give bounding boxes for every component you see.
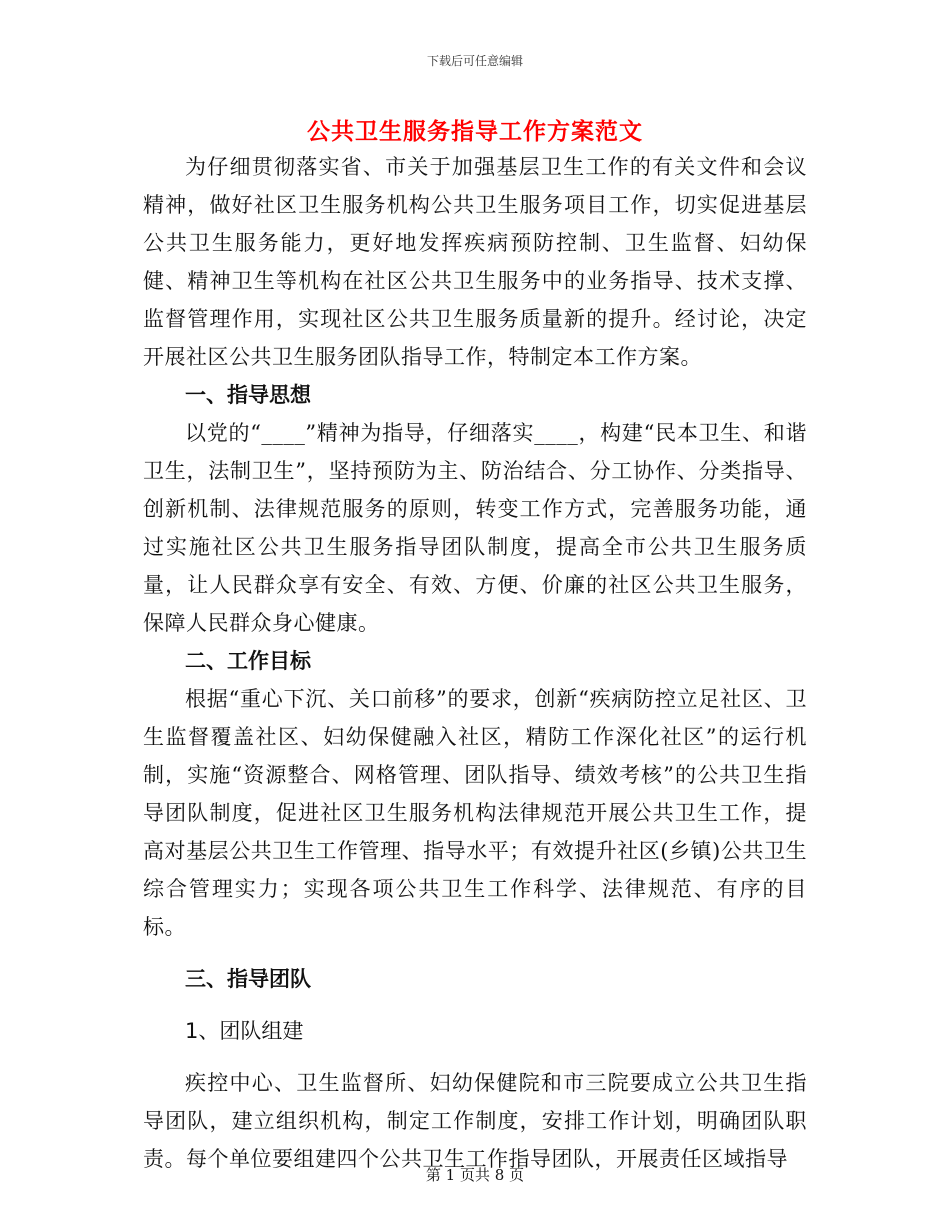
section-heading-guidance-team: 三、指导团队 [185, 967, 311, 991]
section-spacer [143, 1050, 807, 1064]
section-spacer [143, 998, 807, 1012]
section-spacer [143, 946, 807, 960]
section-paragraph-guiding-ideology: 以党的“____”精神为指导，仔细落实____，构建“民本卫生、和谐卫生，法制卫生”，坚持预防为主、防治结合、分工协作、分类指导、创新机制、法律规范服务的原则，转变工作方式，完善服务功能，通过实施社区公共卫生服务指导团队制度，提高全市公共卫生服务质量，让人民群众享有安全、有效、方便、价廉的社区公共卫生服务，保障人民群众身心健康。 [143, 421, 807, 635]
subsection-heading-team-formation: 1、团队组建 [185, 1019, 304, 1043]
section-paragraph-team-formation: 疾控中心、卫生监督所、妇幼保健院和市三院要成立公共卫生指导团队，建立组织机构，制定工作制度，安排工作计划，明确团队职责。每个单位要组建四个公共卫生工作指导团队，开展责任区域指导 [143, 1071, 807, 1171]
page-header-note: 下载后可任意编辑 [426, 54, 523, 68]
intro-paragraph: 为仔细贯彻落实省、市关于加强基层卫生工作的有关文件和会议精神，做好社区卫生服务机构公共卫生服务项目工作，切实促进基层公共卫生服务能力，更好地发挥疾病预防控制、卫生监督、妇幼保健、精神卫生等机构在社区公共卫生服务中的业务指导、技术支撑、监督管理作用，实现社区公共卫生服务质量新的提升。经讨论，决定开展社区公共卫生服务团队指导工作，特制定本工作方案。 [143, 155, 807, 369]
page-number: 第 1 页共 8 页 [425, 1166, 525, 1184]
document-title: 公共卫生服务指导工作方案范文 [307, 119, 643, 145]
section-paragraph-work-goals: 根据“重心下沉、关口前移”的要求，创新“疾病防控立足社区、卫生监督覆盖社区、妇幼保健融入社区，精防工作深化社区”的运行机制，实施“资源整合、网格管理、团队指导、绩效考核”的公共卫生指导团队制度，促进社区卫生服务机构法律规范开展公共卫生工作，提高对基层公共卫生工作管理、指导水平；有效提升社区(乡镇)公共卫生综合管理实力；实现各项公共卫生工作科学、法律规范、有序的目标。 [143, 687, 807, 939]
section-heading-work-goals: 二、工作目标 [185, 649, 311, 673]
section-heading-guiding-ideology: 一、指导思想 [185, 383, 311, 407]
document-body [143, 148, 807, 1178]
